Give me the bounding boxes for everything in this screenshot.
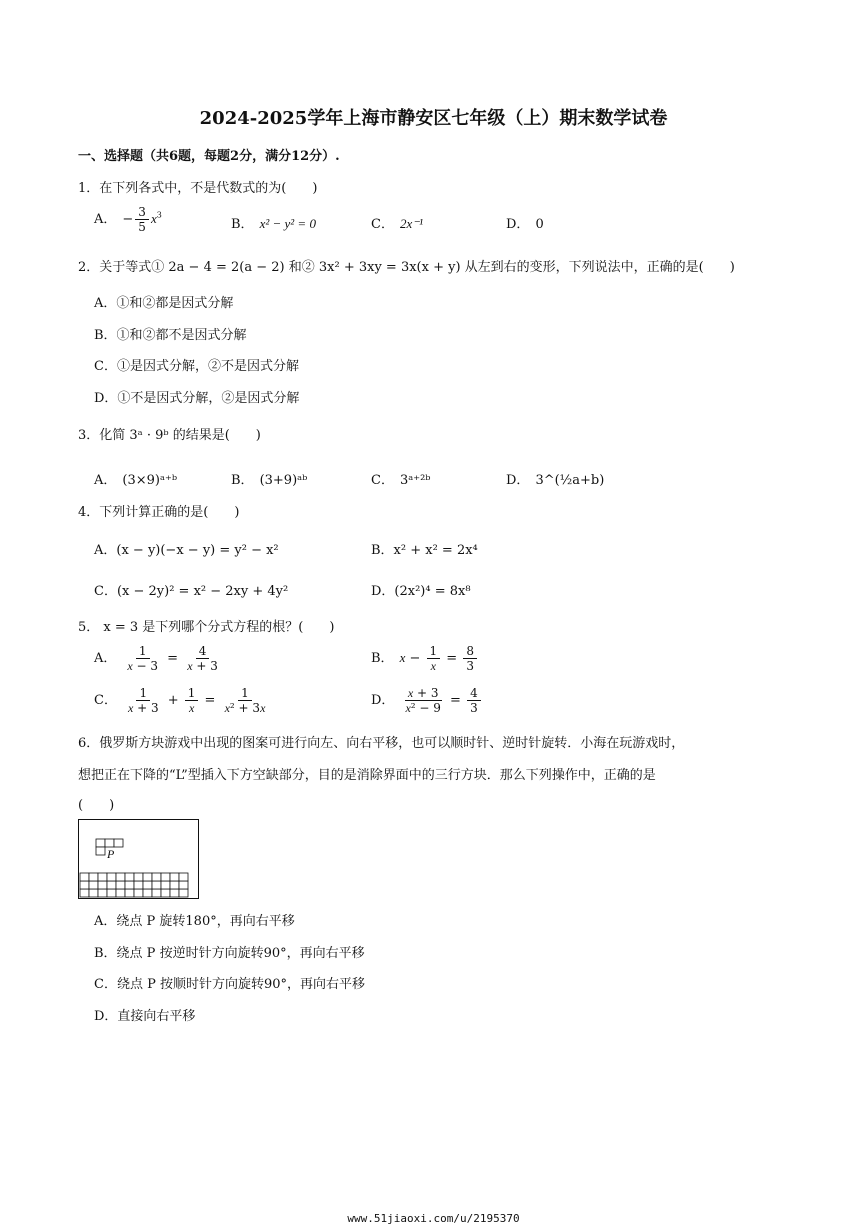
question-6-stem-line1: 6．俄罗斯方块游戏中出现的图案可进行向左、向右平移，也可以顺时针、逆时针旋转．小海在玩游戏时， [78, 736, 685, 751]
question-6-stem-line3: ( ) [78, 798, 115, 813]
question-6-option-a: A．绕点 P 旋转180°，再向右平移 [94, 914, 295, 929]
bottom-blocks [80, 873, 188, 897]
tetris-block [125, 881, 134, 889]
question-4-option-b: B．x² + x² = 2x⁴ [371, 543, 478, 558]
question-6-stem-line2: 想把正在下降的“L”型插入下方空缺部分，目的是消除界面中的三行方块．那么下列操作中，正确的是 [78, 768, 656, 783]
tetris-block [170, 873, 179, 881]
tetris-block [152, 889, 161, 897]
question-2-option-b: B．①和②都不是因式分解 [94, 328, 247, 343]
question-3-option-d: D． 3^(½a+b) [506, 473, 605, 488]
tetris-block [107, 881, 116, 889]
tetris-block [125, 873, 134, 881]
question-4-stem: 4．下列计算正确的是( ) [78, 505, 240, 520]
tetris-block [170, 881, 179, 889]
question-1-option-b: B． x² − y² = 0 [231, 216, 316, 232]
tetris-grid [79, 820, 198, 898]
question-1-option-a: A． − $\frac{3}{5}$ $x^3$ [94, 205, 162, 234]
question-2-option-a: A．①和②都是因式分解 [94, 296, 234, 311]
tetris-block [179, 873, 188, 881]
question-6-option-c: C．绕点 P 按顺时针方向旋转90°，再向右平移 [94, 977, 366, 992]
tetris-block [89, 873, 98, 881]
question-5-option-a: A． $\frac{1}{x - 3}$ = $\frac{4}{x + 3}$ [94, 644, 218, 673]
tetris-block [80, 873, 89, 881]
question-3-option-b: B． (3+9)ᵃᵇ [231, 473, 308, 488]
question-5-option-b: B． x − $\frac{1}{x}$ = $\frac{8}{3}$ [371, 644, 479, 673]
tetris-block [98, 889, 107, 897]
question-1-option-d: D． 0 [506, 217, 544, 232]
question-1-option-c: C． 2x⁻¹ [371, 216, 423, 232]
tetris-block [98, 873, 107, 881]
tetris-block [179, 881, 188, 889]
tetris-block [134, 889, 143, 897]
tetris-block [161, 873, 170, 881]
tetris-block [80, 881, 89, 889]
tetris-block [89, 889, 98, 897]
question-2-option-c: C．①是因式分解，②不是因式分解 [94, 359, 299, 374]
tetris-block [152, 873, 161, 881]
tetris-block [179, 889, 188, 897]
tetris-block [134, 881, 143, 889]
page-title: 2024-2025学年上海市静安区七年级（上）期末数学试卷 [199, 108, 668, 129]
section-heading: 一、选择题（共6题，每题2分，满分12分）. [78, 149, 340, 164]
tetris-block [107, 889, 116, 897]
tetris-block [107, 873, 116, 881]
tetris-block [89, 881, 98, 889]
question-4-option-a: A．(x − y)(−x − y) = y² − x² [94, 543, 279, 558]
question-4-option-c: C．(x − 2y)² = x² − 2xy + 4y² [94, 584, 289, 599]
question-1-stem: 1．在下列各式中，不是代数式的为( ) [78, 181, 318, 196]
question-4-option-d: D．(2x²)⁴ = 8x⁸ [371, 584, 471, 599]
tetris-block [143, 889, 152, 897]
footer-url: www.51jiaoxi.com/u/2195370 [347, 1212, 520, 1225]
tetris-block [80, 889, 89, 897]
point-p-label: P [107, 847, 115, 861]
tetris-block [143, 881, 152, 889]
tetris-block [125, 889, 134, 897]
question-3-stem: 3．化简 3ᵃ · 9ᵇ 的结果是( ) [78, 428, 261, 443]
tetris-block [143, 873, 152, 881]
tetris-figure [78, 819, 199, 899]
question-3-option-a: A． (3×9)ᵃ⁺ᵇ [94, 473, 178, 488]
tetris-block [170, 889, 179, 897]
question-3-option-c: C． 3ᵃ⁺²ᵇ [371, 473, 431, 488]
question-5-option-c: C． $\frac{1}{x + 3}$ + $\frac{1}{x}$ = $\frac{1}{\text{x² + 3x}}$ [94, 686, 266, 715]
tetris-block [116, 873, 125, 881]
question-6-option-d: D．直接向右平移 [94, 1009, 196, 1024]
question-5-stem: 5． x = 3 是下列哪个分式方程的根？( ) [78, 620, 335, 635]
tetris-block [134, 873, 143, 881]
question-2-stem: 2．关于等式① 2a − 4 = 2(a − 2) 和② 3x² + 3xy = 3x(x + y) 从左到右的变形，下列说法中，正确的是( ) [78, 260, 735, 275]
tetris-block [98, 881, 107, 889]
tetris-block [152, 881, 161, 889]
question-6-option-b: B．绕点 P 按逆时针方向旋转90°，再向右平移 [94, 946, 365, 961]
tetris-block [161, 881, 170, 889]
tetris-block [116, 881, 125, 889]
question-2-option-d: D．①不是因式分解，②是因式分解 [94, 391, 300, 406]
tetris-block [161, 889, 170, 897]
question-5-option-d: D． $\frac{x + 3}{\text{x² − 9}}$ = $\frac{4}{3}$ [371, 686, 483, 715]
tetris-block [116, 889, 125, 897]
